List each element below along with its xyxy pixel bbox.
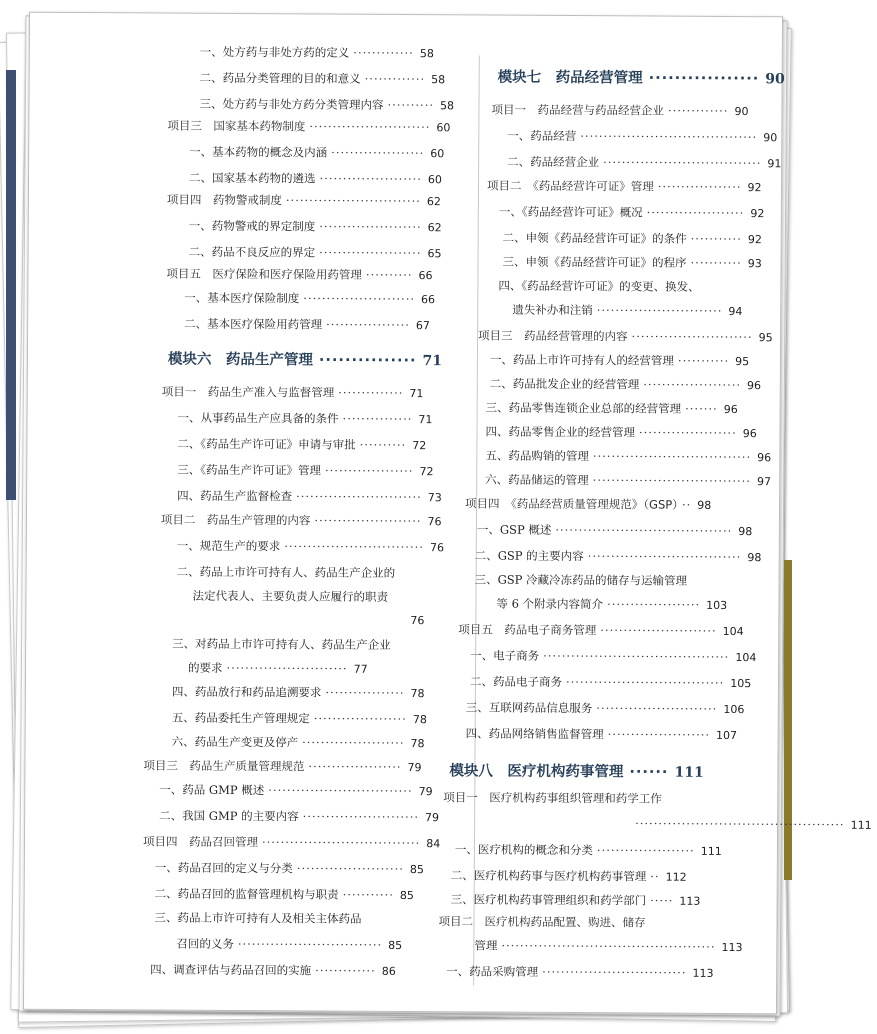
toc-page-number: 79: [418, 785, 433, 799]
toc-entry-title: 项目一 药品生产准入与监督管理: [161, 384, 335, 400]
toc-leader-dots: ········································: [543, 648, 730, 664]
toc-entry: [490, 352, 749, 370]
toc-leader-dots: ··········: [387, 97, 435, 113]
toc-leader-dots: ··: [650, 869, 660, 884]
toc-page-number: 90: [765, 71, 785, 88]
toc-entry-title: 管理: [474, 938, 498, 953]
toc-entry-title: 四、《药品经营许可证》的变更、换发、: [498, 278, 700, 294]
toc-leader-dots: ··································: [592, 473, 752, 489]
toc-entry-title: 项目五 药品电子商务管理: [458, 622, 597, 638]
toc-leader-dots: ·······: [685, 401, 718, 416]
toc-project-entry: [478, 327, 773, 345]
toc-entry-title: 法定代表人、主要负责人应履行的职责: [192, 588, 389, 604]
toc-page-number: 113: [679, 894, 701, 908]
toc-entry-title: 二、GSP 的主要内容: [474, 548, 584, 564]
toc-entry-title: 二、药品批发企业的经营管理: [489, 376, 640, 392]
toc-entry-title: 遗失补办和注销: [512, 302, 593, 318]
toc-project-entry: [458, 621, 743, 639]
toc-entry-title: 三、互联网药品信息服务: [465, 700, 593, 716]
toc-leader-dots: ·································: [587, 549, 742, 565]
toc-page-number: 79: [425, 811, 440, 825]
toc-entry: [512, 302, 742, 319]
toc-entry: [475, 547, 762, 565]
toc-entry: [486, 400, 738, 418]
toc-entry-title: 一、药品召回的定义与分类: [154, 860, 293, 876]
toc-entry: [507, 154, 781, 172]
toc-page-number: 79: [407, 761, 422, 775]
toc-leader-dots: ····················: [331, 145, 425, 161]
toc-page-number: 107: [716, 728, 738, 743]
toc-leader-dots: ·························: [600, 623, 717, 638]
toc-entry-title: 三、申领《药品经营许可证》的程序: [502, 254, 687, 270]
toc-leader-dots: ··································: [261, 835, 421, 851]
toc-entry-title: 项目一 医疗机构药事组织管理和药学工作: [443, 790, 662, 806]
toc-module-heading: [449, 759, 703, 782]
toc-leader-dots: ··············································: [501, 938, 716, 954]
toc-page-number: 96: [723, 402, 738, 417]
toc-entry-title: 二、我国 GMP 的主要内容: [159, 808, 299, 824]
toc-leader-dots: ·····················: [638, 425, 737, 441]
toc-entry: [466, 699, 745, 717]
toc-entry-title: 三、药品上市许可持有人及相关主体药品: [154, 910, 362, 926]
toc-entry-title: 项目三 国家基本药物制度: [167, 118, 306, 134]
toc-entry-title: 项目二 药品生产管理的内容: [160, 512, 311, 528]
toc-project-entry: [487, 178, 762, 196]
book-cover-edge-left: [6, 70, 16, 500]
toc-leader-dots: ······················: [607, 727, 711, 742]
toc-entry-title: 项目四 药品召回管理: [142, 834, 259, 850]
toc-entry: [503, 230, 762, 248]
toc-entry-title: 一、规范生产的要求: [176, 538, 281, 554]
toc-leader-dots: ··························: [226, 660, 348, 676]
toc-page-number: 113: [721, 940, 743, 955]
toc-entry-title: 六、药品储运的管理: [485, 472, 589, 488]
toc-entry-title: 模块七 药品经营管理: [497, 69, 643, 87]
toc-entry: [477, 521, 752, 539]
toc-page-number: 93: [747, 257, 762, 271]
toc-leader-dots: ·······························: [542, 964, 687, 980]
toc-entry-title: 一、药品 GMP 概述: [159, 782, 265, 798]
toc-entry: [485, 448, 771, 466]
toc-leader-dots: ························: [303, 291, 416, 307]
toc-page-number: 58: [431, 73, 446, 87]
toc-leader-dots: ·····················: [596, 843, 695, 858]
toc-page-number: 73: [427, 491, 442, 505]
toc-entry: [485, 472, 771, 490]
toc-page-number: 78: [412, 713, 427, 727]
toc-leader-dots: ··························: [309, 119, 431, 135]
toc-entry: [470, 647, 756, 665]
toc-entry-title: 二、药品分类管理的目的和意义: [199, 70, 361, 86]
toc-leader-dots: ·············································: [635, 816, 845, 832]
toc-entry-title: 二、《药品生产许可证》申请与审批: [177, 436, 356, 452]
toc-leader-dots: ·············: [315, 963, 376, 978]
toc-leader-dots: ··················: [657, 179, 742, 195]
toc-entry-title: 二、药品经营企业: [507, 154, 600, 170]
toc-page-number: 106: [723, 702, 745, 717]
toc-page-number: 96: [757, 451, 772, 465]
toc-page-number: 95: [735, 355, 750, 369]
toc-entry-title: 五、药品购销的管理: [485, 448, 589, 464]
toc-module-heading: [498, 66, 785, 89]
toc-page-number: 60: [436, 121, 451, 135]
toc-page-number: 98: [738, 525, 753, 539]
toc-entry: [455, 841, 722, 859]
toc-page-number: 58: [440, 99, 455, 113]
toc-leader-dots: ···········: [690, 231, 742, 247]
toc-entry-title: 一、药物警戒的界定制度: [188, 218, 316, 234]
toc-leader-dots: ····················: [607, 597, 701, 612]
toc-leader-dots: ·············: [353, 45, 414, 61]
toc-entry-title: 二、药品电子商务: [469, 674, 563, 689]
toc-entry-title: 一、GSP 概述: [476, 522, 552, 537]
toc-entry-title: 六、药品生产变更及停产: [171, 734, 299, 750]
toc-leader-dots: ·························: [302, 809, 420, 825]
toc-page-number: 103: [706, 598, 728, 612]
toc-leader-dots: ·······························: [268, 783, 413, 799]
toc-entry: [451, 867, 687, 884]
toc-page-number: 78: [410, 737, 425, 751]
toc-leader-dots: ····················: [313, 711, 407, 727]
toc-leader-dots: ·····························: [285, 193, 421, 209]
toc-entry-title: 二、基本医疗保险用药管理: [184, 316, 323, 332]
toc-entry-title: 二、药品上市许可持有人、药品生产企业的: [176, 564, 396, 580]
toc-entry-title: 一、医疗机构的概念和分类: [454, 842, 593, 858]
toc-entry: [470, 673, 751, 691]
toc-leader-dots: ·····: [650, 893, 674, 908]
toc-page-number: 60: [430, 147, 445, 161]
toc-entry-title: 的要求: [188, 660, 223, 675]
toc-entry-title: 一、药品经营: [507, 128, 577, 144]
toc-entry: [485, 424, 756, 442]
toc-leader-dots: ····················: [308, 759, 402, 774]
toc-page-number: 111: [850, 818, 872, 832]
toc-leader-dots: ·······························: [237, 936, 383, 952]
toc-page-number: 72: [419, 465, 434, 479]
toc-page-number: 67: [415, 319, 430, 333]
toc-entry-title: 一、药品上市许可持有人的经营管理: [489, 352, 674, 368]
toc-entry: [498, 278, 699, 295]
toc-page-number: 60: [427, 173, 442, 187]
toc-page-number: 86: [381, 964, 396, 978]
toc-page-number: 62: [427, 221, 442, 235]
toc-entry-title: 召回的义务: [176, 936, 234, 951]
toc-leader-dots: ···············: [342, 411, 413, 427]
toc-leader-dots: ··············: [338, 385, 404, 401]
toc-leader-dots: ··································: [603, 155, 762, 171]
toc-leader-dots: ···················: [324, 463, 414, 479]
toc-leader-dots: ··························: [596, 701, 718, 716]
toc-page-number: 98: [697, 498, 712, 512]
toc-entry: [490, 376, 761, 394]
toc-leader-dots: ······················: [319, 171, 423, 187]
toc-entry-title: 二、申领《药品经营许可证》的条件: [502, 230, 687, 246]
toc-entry-title: 四、药品生产监督检查: [177, 488, 293, 504]
toc-page-number: 98: [747, 551, 762, 565]
toc-entry-title: 一、电子商务: [470, 648, 540, 663]
toc-leader-dots: ·················: [648, 70, 760, 88]
toc-entry: [507, 128, 777, 146]
toc-page-number: 111: [700, 844, 722, 858]
toc-leader-dots: ······························: [284, 539, 425, 555]
toc-entry-title: 一、基本医疗保险制度: [184, 290, 300, 306]
toc-entry-title: 二、药品召回的监督管理机构与职责: [154, 886, 339, 902]
toc-page-number: 104: [722, 624, 744, 639]
toc-leader-dots: ··········: [359, 437, 407, 453]
toc-leader-dots: ······················: [302, 735, 405, 751]
toc-page-number: 104: [735, 651, 757, 665]
toc-entry-title: 项目二 《药品经营许可证》管理: [486, 178, 654, 194]
toc-entry-title: 二、药品不良反应的界定: [188, 244, 316, 260]
toc-leader-dots: ······················: [319, 245, 422, 261]
toc-leader-dots: ··································: [592, 449, 752, 465]
toc-entry: [446, 963, 713, 981]
toc-page: [23, 12, 872, 1015]
toc-page-number: 94: [728, 304, 743, 319]
toc-entry: [496, 596, 727, 613]
toc-page-number: 65: [427, 247, 442, 261]
toc-leader-dots: ······················: [319, 219, 422, 235]
toc-page-number: 111: [674, 764, 704, 781]
toc-leader-dots: ·············: [364, 71, 426, 87]
toc-entry-title: 项目五 医疗保险和医疗保险用药管理: [166, 266, 362, 282]
toc-page-number: 76: [427, 515, 442, 529]
toc-entry-title: 一、从事药品生产应具备的条件: [177, 410, 339, 426]
toc-entry-title: 三、处方药与非处方药分类管理内容: [199, 96, 384, 112]
toc-leader-dots: ······································: [555, 522, 733, 539]
toc-project-entry: [438, 913, 645, 930]
toc-leader-dots: ·······················: [296, 861, 404, 877]
toc-page-number: 58: [419, 47, 434, 61]
toc-entry-title: 一、基本药物的概念及内涵: [189, 144, 328, 160]
toc-leader-dots: ··························: [631, 329, 753, 345]
toc-leader-dots: ···························: [296, 489, 422, 505]
toc-page-number: 66: [418, 269, 433, 283]
toc-page-number: 112: [665, 870, 687, 884]
toc-entry: [466, 725, 738, 743]
toc-entry-title: 三、《药品生产许可证》管理: [177, 462, 322, 478]
toc-entry-title: 一、《药品经营许可证》概况: [498, 204, 643, 220]
toc-leader-dots: ···························: [596, 303, 723, 318]
toc-page-number: 92: [750, 207, 765, 221]
toc-page-number: 77: [353, 662, 368, 676]
toc-page-number: 71: [418, 413, 433, 427]
toc-leader-dots: ·····················: [646, 205, 745, 221]
toc-page-number: 76: [410, 614, 425, 628]
toc-page-number: 95: [758, 331, 773, 345]
toc-entry-title: 模块六 药品生产管理: [167, 351, 313, 369]
toc-entry-title: 三、药品零售连锁企业总部的经营管理: [485, 400, 682, 416]
toc-entry-title: 三、GSP 冷藏冷冻药品的储存与运输管理: [474, 572, 688, 588]
toc-page-number: 85: [388, 938, 403, 953]
toc-page-number: 96: [742, 427, 757, 441]
toc-entry-title: 一、药品采购管理: [446, 964, 539, 979]
toc-leader-dots: ······································: [580, 129, 758, 145]
book-cover-edge-right: [784, 560, 792, 880]
toc-entry-title: 项目一 药品经营与药品经营企业: [491, 102, 665, 118]
toc-entry-title: 四、药品零售企业的经营管理: [485, 424, 636, 440]
toc-page-number: 91: [767, 157, 782, 171]
toc-project-entry: [491, 102, 748, 120]
toc-page-number: 76: [429, 541, 445, 555]
toc-entry-title: 四、药品网络销售监督管理: [465, 726, 604, 742]
toc-leader-dots: ··: [681, 497, 692, 512]
toc-page-number: 90: [763, 131, 778, 145]
toc-leader-dots: ···········: [342, 887, 394, 902]
toc-entry-title: 等 6 个附录内容简介: [496, 596, 604, 612]
toc-entry: [502, 254, 761, 272]
toc-leader-dots: ··················: [326, 317, 411, 333]
toc-project-entry: [465, 495, 711, 513]
toc-entry-title: 项目四 药物警戒制度: [166, 192, 282, 208]
toc-page-number: 66: [420, 293, 436, 307]
toc-leader-dots: ·············: [667, 103, 729, 118]
toc-entry-title: 项目四 《药品经营质量管理规范》（GSP）: [465, 496, 679, 512]
toc-entry-title: 二、医疗机构药事与医疗机构药事管理: [450, 868, 647, 884]
toc-project-entry: [443, 789, 662, 806]
toc-leader-dots: ·······················: [314, 513, 422, 529]
toc-leader-dots: ···········: [690, 255, 742, 271]
toc-leader-dots: ·················: [325, 685, 405, 701]
toc-page-number: 96: [747, 379, 762, 393]
toc-page-number: 90: [734, 105, 749, 119]
toc-page-number: 97: [756, 475, 772, 489]
toc-page-number: 92: [747, 181, 762, 195]
toc-entry-title: 模块八 医疗机构药事管理: [449, 763, 624, 781]
toc-entry-title: 三、医疗机构药事管理组织和药学部门: [450, 892, 647, 908]
toc-leader-dots: ···············: [318, 352, 417, 370]
toc-entry-title: 项目二 医疗机构药品配置、购进、储存: [438, 914, 646, 930]
toc-leader-dots: ··········: [365, 267, 413, 283]
toc-page-number: 92: [747, 233, 762, 247]
toc-page-number: 72: [412, 439, 427, 453]
toc-entry: [451, 891, 701, 909]
toc-entry-title: 三、对药品上市许可持有人、药品生产企业: [172, 636, 391, 652]
toc-page-number: 105: [730, 677, 752, 691]
toc-page-number: 78: [410, 687, 425, 701]
toc-page-number: 84: [426, 837, 441, 851]
toc-entry-title: 项目三 药品经营管理的内容: [478, 328, 628, 344]
toc-entry: [499, 204, 765, 222]
toc-page-number: 85: [399, 888, 414, 903]
toc-leader-dots: ···········: [677, 353, 730, 368]
toc-entry-title: 四、药品放行和药品追溯要求: [171, 684, 322, 700]
toc-entry-title: 四、调查评估与药品召回的实施: [150, 962, 312, 978]
toc-page-number: 71: [409, 387, 424, 401]
toc-page-number: 62: [426, 195, 441, 209]
toc-entry-title: 五、药品委托生产管理规定: [171, 710, 310, 726]
toc-leader-dots: ·····················: [643, 377, 742, 393]
toc-entry: [474, 937, 742, 955]
toc-entry-title: 二、国家基本药物的遴选: [189, 170, 316, 186]
toc-right-column: [24, 13, 872, 1014]
toc-leader-dots: ··································: [565, 674, 725, 690]
toc-page-number: 71: [422, 353, 443, 370]
toc-entry-title: 一、处方药与非处方药的定义: [199, 44, 350, 60]
toc-page-number: 85: [409, 863, 424, 877]
toc-leader-dots: ······: [629, 764, 669, 781]
toc-page-number: 113: [692, 966, 714, 980]
toc-entry-title: 项目三 药品生产质量管理规范: [143, 758, 305, 774]
toc-entry: [631, 816, 872, 831]
toc-entry: [475, 571, 688, 588]
